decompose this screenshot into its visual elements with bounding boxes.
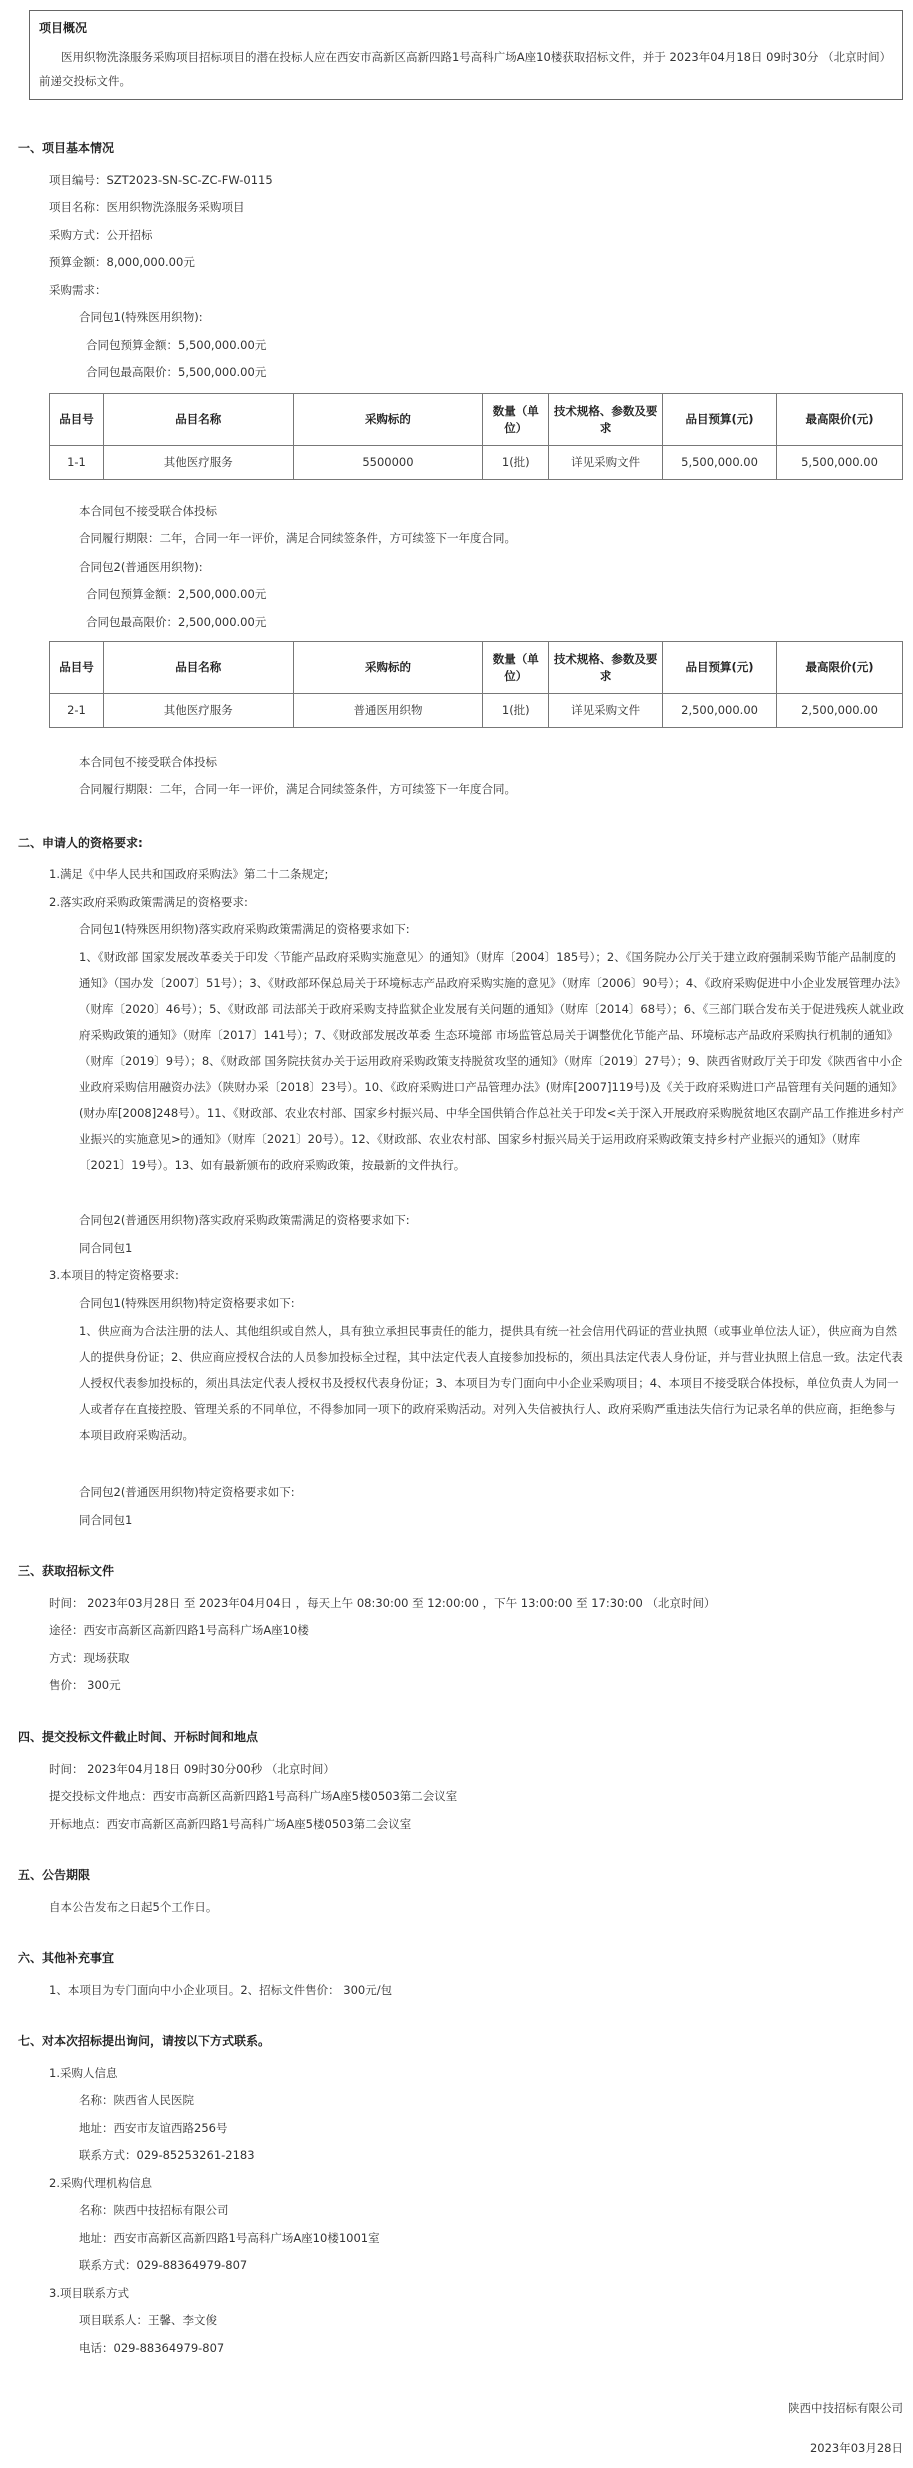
package2-policy-title: 合同包2(普通医用织物)落实政府采购政策需满足的资格要求如下: [79,1213,410,1227]
announcement-period: 自本公告发布之日起5个工作日。 [49,1900,218,1914]
contact-info-title: 3.项目联系方式 [49,2286,129,2300]
open-place: 开标地点：西安市高新区高新四路1号高科广场A座5楼0503第二会议室 [49,1817,412,1831]
package2-name: 合同包2(普通医用织物): [79,560,203,574]
section3-title: 三、获取招标文件 [18,1564,115,1578]
package2-policy-text: 同合同包1 [79,1241,133,1255]
table-cell: 5,500,000.00 [663,446,777,480]
agent-address: 地址：西安市高新区高新四路1号高科广场A座10楼1001室 [79,2231,380,2245]
agent-name: 名称：陕西中技招标有限公司 [79,2203,229,2217]
obtain-price: 售价： 300元 [49,1678,121,1692]
buyer-phone: 联系方式：029-85253261-2183 [79,2148,255,2162]
obtain-time: 时间： 2023年03月28日 至 2023年04月04日 ，每天上午 08:30:00 至 12:00:00 ，下午 13:00:00 至 17:30:00 （北京时间） [49,1596,716,1610]
package2-special-title: 合同包2(普通医用织物)特定资格要求如下: [79,1485,295,1499]
section4-title: 四、提交投标文件截止时间、开标时间和地点 [18,1730,259,1744]
table-cell: 2,500,000.00 [777,694,903,728]
buyer-name: 名称：陕西省人民医院 [79,2093,194,2107]
deadline-time: 时间： 2023年04月18日 09时30分00秒 （北京时间） [49,1762,335,1776]
obtain-place: 途径：西安市高新区高新四路1号高科广场A座10楼 [49,1623,309,1637]
package1-max-price: 合同包最高限价：5,500,000.00元 [86,365,267,379]
table-cell: 2-1 [50,694,104,728]
project-overview-box [29,10,903,100]
contact-person: 项目联系人：王馨、李文俊 [79,2313,217,2327]
section5-title: 五、公告期限 [18,1868,91,1882]
budget-amount: 预算金额：8,000,000.00元 [49,255,195,269]
section1-title: 一、项目基本情况 [18,141,115,155]
agent-info-title: 2.采购代理机构信息 [49,2176,152,2190]
obtain-method: 方式：现场获取 [49,1651,130,1665]
section7-title: 七、对本次招标提出询问，请按以下方式联系。 [18,2034,271,2048]
package2-consortium: 本合同包不接受联合体投标 [79,755,217,769]
table-header-cell: 品目名称 [103,394,293,446]
table-header-cell: 数量（单位） [483,642,549,694]
qualification-item2: 2.落实政府采购政策需满足的资格要求: [49,895,248,909]
table-header-cell: 品目号 [50,394,104,446]
table-header-cell: 最高限价(元) [777,394,903,446]
supplementary-text: 1、本项目为专门面向中小企业项目。2、招标文件售价： 300元/包 [49,1983,393,1997]
table-header-cell: 技术规格、参数及要求 [549,394,663,446]
table-header-cell: 品目预算(元) [663,394,777,446]
agent-phone: 联系方式：029-88364979-807 [79,2258,248,2272]
table-cell: 详见采购文件 [549,694,663,728]
section6-title: 六、其他补充事宜 [18,1951,115,1965]
table-header-cell: 品目名称 [103,642,293,694]
procurement-method: 采购方式：公开招标 [49,228,153,242]
table-cell: 5500000 [293,446,483,480]
table-cell: 5,500,000.00 [777,446,903,480]
project-number: 项目编号：SZT2023-SN-SC-ZC-FW-0115 [49,173,273,187]
table-cell: 其他医疗服务 [103,694,293,728]
package1-consortium: 本合同包不接受联合体投标 [79,504,217,518]
section2-title: 二、申请人的资格要求: [18,836,143,850]
table-header-cell: 采购标的 [293,394,483,446]
table-header-row [50,642,903,694]
qualification-item1: 1.满足《中华人民共和国政府采购法》第二十二条规定; [49,867,329,881]
package1-period: 合同履行期限：二年，合同一年一评价，满足合同续签条件，方可续签下一年度合同。 [79,531,516,545]
table-header-row [50,394,903,446]
table-cell: 1(批) [483,446,549,480]
package1-name: 合同包1(特殊医用织物): [79,310,203,324]
table-header-cell: 技术规格、参数及要求 [549,642,663,694]
overview-text: 医用织物洗涤服务采购项目招标项目的潜在投标人应在西安市高新区高新四路1号高科广场A座10楼获取招标文件，并于 2023年04月18日 09时30分 （北京时间）前递交投标文件。 [39,50,892,88]
table-cell: 详见采购文件 [549,446,663,480]
submit-place: 提交投标文件地点：西安市高新区高新四路1号高科广场A座5楼0503第二会议室 [49,1789,458,1803]
project-name: 项目名称：医用织物洗涤服务采购项目 [49,200,245,214]
buyer-address: 地址：西安市友谊西路256号 [79,2121,228,2135]
qualification-item3: 3.本项目的特定资格要求: [49,1268,179,1282]
contact-phone: 电话：029-88364979-807 [79,2341,225,2355]
table-cell: 普通医用织物 [293,694,483,728]
table-header-cell: 数量（单位） [483,394,549,446]
table-header-cell: 最高限价(元) [777,642,903,694]
table-header-cell: 品目预算(元) [663,642,777,694]
package2-max-price: 合同包最高限价：2,500,000.00元 [86,615,267,629]
table-row [50,446,903,480]
table-row [50,694,903,728]
package2-budget: 合同包预算金额：2,500,000.00元 [86,587,267,601]
package2-table [49,641,903,728]
package1-special-text: 1、供应商为合法注册的法人、其他组织或自然人，具有独立承担民事责任的能力，提供具有统一社会信用代码证的营业执照（或事业单位法人证），供应商为自然人的提供身份证；2、供应商应授权合法的人员参加投标全过程，其中法定代表人直接参加投标的，须出具法定代表人身份证，并与营业执照上信息一致。法定代表人授权代表参加投标的，须出具法定代表人授权书及授权代表身份证；3、本项目为专门面向中小企业采购项目；4、本项目不接受联合体投标，单位负责人为同一人或者存在直接控股、管理关系的不同单位，不得参加同一项下的政府采购活动。对列入失信被执行人、政府采购严重违法失信行为记录名单的供应商，拒绝参与本项目政府采购活动。 [79,1324,903,1442]
package1-policy-title: 合同包1(特殊医用织物)落实政府采购政策需满足的资格要求如下: [79,922,410,936]
table-cell: 1(批) [483,694,549,728]
footer-date: 2023年03月28日 [809,2441,903,2455]
package1-policy-text: 1、《财政部 国家发展改革委关于印发〈节能产品政府采购实施意见〉的通知》（财库〔2004〕185号）；2、《国务院办公厅关于建立政府强制采购节能产品制度的通知》（国办发〔2007〕51号）；3、《财政部环保总局关于环境标志产品政府采购实施的意见》（财库〔2006〕90号）；4、《政府采购促进中小企业发展管理办法》（财库〔2020〕46号）；5、《财政部 司法部关于政府采购支持监狱企业发展有关问题的通知》（财库〔2014〕68号）；6、《三部门联合发布关于促进残疾人就业政府采购政策的通知》（财库〔2017〕141号）；7、《财政部发展改革委 生态环境部 市场监管总局关于调整优化节能产品、环境标志产品政府采购执行机制的通知》（财库〔2019〕9号）；8、《财政部 国务院扶贫办关于运用政府采购政策支持脱贫攻坚的通知》（财库〔2019〕27号）；9、陕西省财政厅关于印发《陕西省中小企业政府采购信用融资办法》（陕财办采〔2018〕23号）。10、《政府采购进口产品管理办法》(财库[2007]119号)及《关于政府采购进口产品管理有关问题的通知》(财办库[2008]248号）。11、《财政部、农业农村部、国家乡村振兴局、中华全国供销合作总社关于印发<关于深入开展政府采购脱贫地区农副产品工作推进乡村产业振兴的实施意见>的通知》（财库〔2021〕20号）。12、《财政部、农业农村部、国家乡村振兴局关于运用政府采购政策支持乡村产业振兴的通知》（财库〔2021〕19号）。13、如有最新颁布的政府采购政策，按最新的文件执行。 [79,950,904,1172]
package1-special-title: 合同包1(特殊医用织物)特定资格要求如下: [79,1296,295,1310]
package1-budget: 合同包预算金额：5,500,000.00元 [86,338,267,352]
buyer-info-title: 1.采购人信息 [49,2066,118,2080]
table-header-cell: 采购标的 [293,642,483,694]
table-cell: 其他医疗服务 [103,446,293,480]
table-cell: 2,500,000.00 [663,694,777,728]
footer-company: 陕西中技招标有限公司 [788,2401,903,2415]
package2-period: 合同履行期限：二年，合同一年一评价，满足合同续签条件，方可续签下一年度合同。 [79,782,516,796]
table-cell: 1-1 [50,446,104,480]
overview-title: 项目概况 [39,21,88,35]
procurement-demand: 采购需求： [49,283,107,297]
package1-table [49,393,903,480]
package2-special-text: 同合同包1 [79,1513,133,1527]
table-header-cell: 品目号 [50,642,104,694]
